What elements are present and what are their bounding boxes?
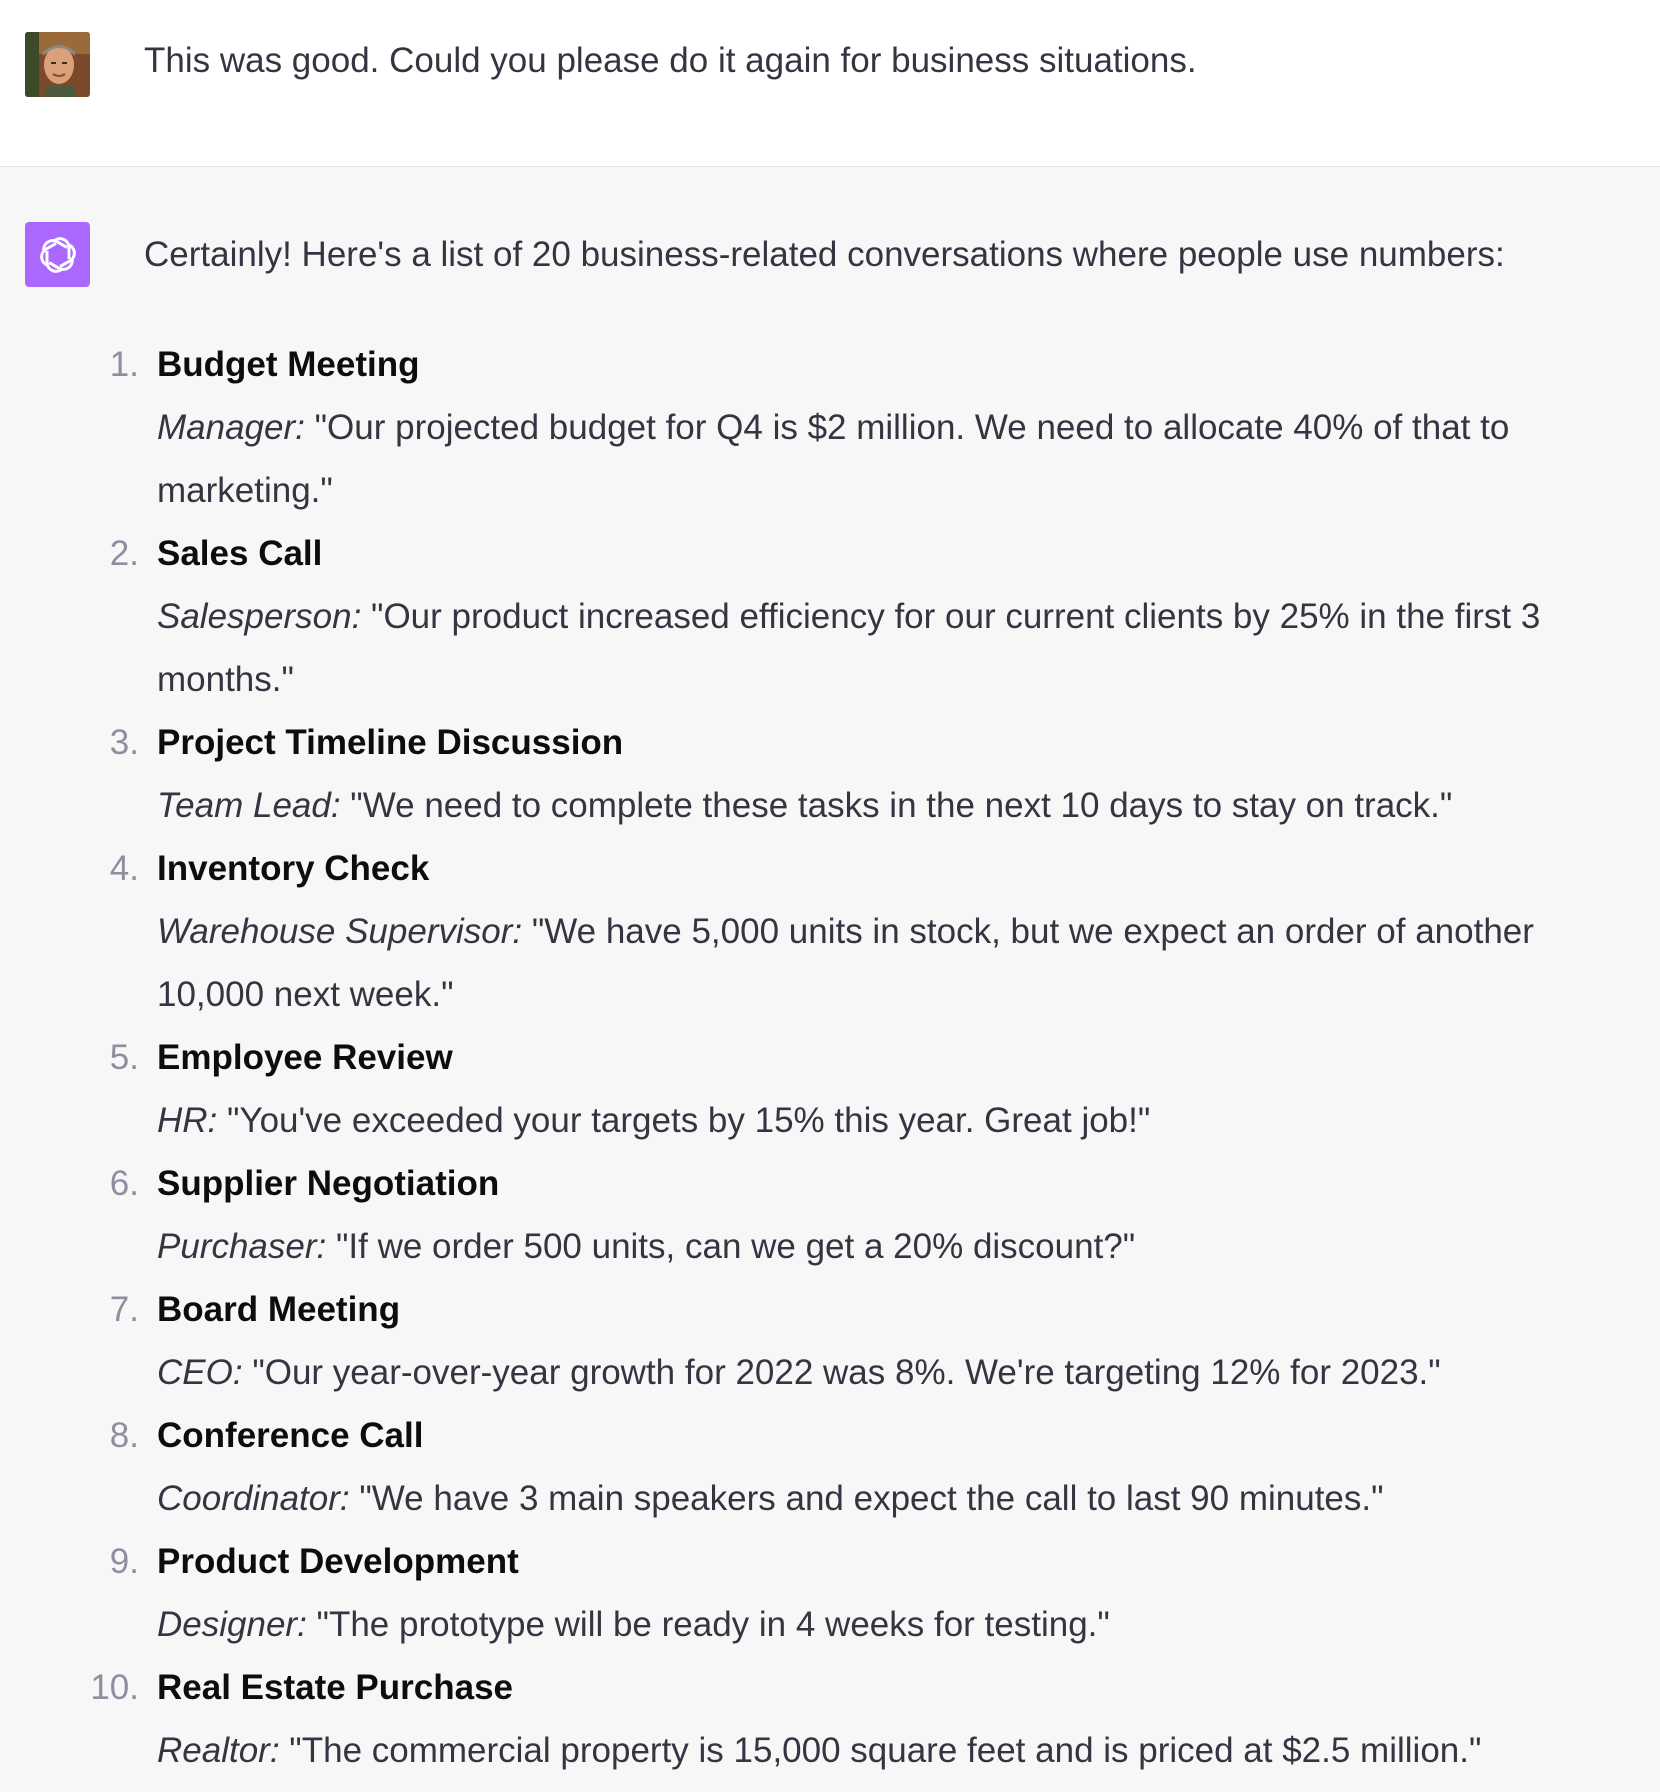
- list-item-quote-line: [157, 396, 1577, 522]
- list-item-quote: "Our year-over-year growth for 2022 was 8%. We're targeting 12% for 2023.": [252, 1353, 1441, 1392]
- list-item-title: Conference Call: [157, 1416, 424, 1455]
- list-item: [0, 1656, 1660, 1782]
- assistant-intro-text: Certainly! Here's a list of 20 business-related conversations where people use numbers:: [144, 235, 1505, 274]
- list-item-number: 9.: [109, 1542, 139, 1581]
- list-item-number: 10.: [90, 1668, 139, 1707]
- list-item-speaker: Salesperson:: [157, 597, 362, 636]
- list-item-quote: "We need to complete these tasks in the next 10 days to stay on track.": [350, 786, 1453, 825]
- assistant-message-row: [0, 167, 1660, 1792]
- list-item-title: Product Development: [157, 1542, 519, 1581]
- list-item-quote-line: [157, 1719, 1577, 1782]
- list-item-quote-line: [157, 900, 1577, 1026]
- list-item-number: 7.: [109, 1290, 139, 1329]
- list-item-quote-line: [157, 1341, 1577, 1404]
- list-item-quote-line: [157, 585, 1577, 711]
- list-item-speaker: Purchaser:: [157, 1227, 327, 1266]
- list-item-quote: "Our projected budget for Q4 is $2 million. We need to allocate 40% of that to marketing.": [157, 408, 1510, 510]
- list-item-number: 8.: [109, 1416, 139, 1455]
- list-item: [0, 1278, 1660, 1404]
- list-item-quote: "The prototype will be ready in 4 weeks for testing.": [316, 1605, 1110, 1644]
- list-item: [0, 1404, 1660, 1530]
- list-item-speaker: HR:: [157, 1101, 218, 1140]
- list-item-number: 5.: [109, 1038, 139, 1077]
- list-item-title: Budget Meeting: [157, 345, 420, 384]
- list-item: [0, 1026, 1660, 1152]
- list-item-title: Real Estate Purchase: [157, 1668, 514, 1707]
- list-item-title: Sales Call: [157, 534, 323, 573]
- list-item-number: 6.: [109, 1164, 139, 1203]
- list-item-quote-line: [157, 1467, 1577, 1530]
- list-item: [0, 1530, 1660, 1656]
- list-item-title: Inventory Check: [157, 849, 430, 888]
- list-item-number: 4.: [109, 849, 139, 888]
- list-item-quote-line: [157, 774, 1577, 837]
- list-item-speaker: Warehouse Supervisor:: [157, 912, 523, 951]
- list-item-quote-line: [157, 1215, 1577, 1278]
- list-item-title: Board Meeting: [157, 1290, 401, 1329]
- list-item-speaker: Coordinator:: [157, 1479, 350, 1518]
- openai-logo-icon: [25, 222, 90, 287]
- list-item-quote: "Our product increased efficiency for our current clients by 25% in the first 3 months.": [157, 597, 1541, 699]
- list-item: [0, 711, 1660, 837]
- user-message-text: This was good. Could you please do it again for business situations.: [144, 41, 1197, 80]
- list-item-quote: "The commercial property is 15,000 square feet and is priced at $2.5 million.": [289, 1731, 1482, 1770]
- list-item: [0, 522, 1660, 711]
- list-item-speaker: Team Lead:: [157, 786, 341, 825]
- list-item-quote: "If we order 500 units, can we get a 20% discount?": [335, 1227, 1136, 1266]
- list-item: [0, 837, 1660, 1026]
- list-item-number: 3.: [109, 723, 139, 762]
- list-item-quote: "We have 5,000 units in stock, but we expect an order of another 10,000 next week.": [157, 912, 1534, 1014]
- list-item-quote: "You've exceeded your targets by 15% this year. Great job!": [227, 1101, 1151, 1140]
- list-item-quote-line: [157, 1593, 1577, 1656]
- list-item-title: Project Timeline Discussion: [157, 723, 624, 762]
- list-item-number: 1.: [109, 345, 139, 384]
- list-item-quote-line: [157, 1089, 1577, 1152]
- list-item-quote: "We have 3 main speakers and expect the call to last 90 minutes.": [359, 1479, 1384, 1518]
- list-item-number: 2.: [109, 534, 139, 573]
- conversation-list: [0, 333, 1660, 1782]
- user-message-row: [0, 0, 1660, 167]
- list-item-speaker: Designer:: [157, 1605, 307, 1644]
- user-avatar-icon: [25, 32, 90, 97]
- list-item-speaker: Manager:: [157, 408, 305, 447]
- list-item-speaker: CEO:: [157, 1353, 243, 1392]
- list-item: [0, 1152, 1660, 1278]
- list-item-title: Supplier Negotiation: [157, 1164, 500, 1203]
- list-item-speaker: Realtor:: [157, 1731, 280, 1770]
- list-item-title: Employee Review: [157, 1038, 453, 1077]
- list-item: [0, 333, 1660, 522]
